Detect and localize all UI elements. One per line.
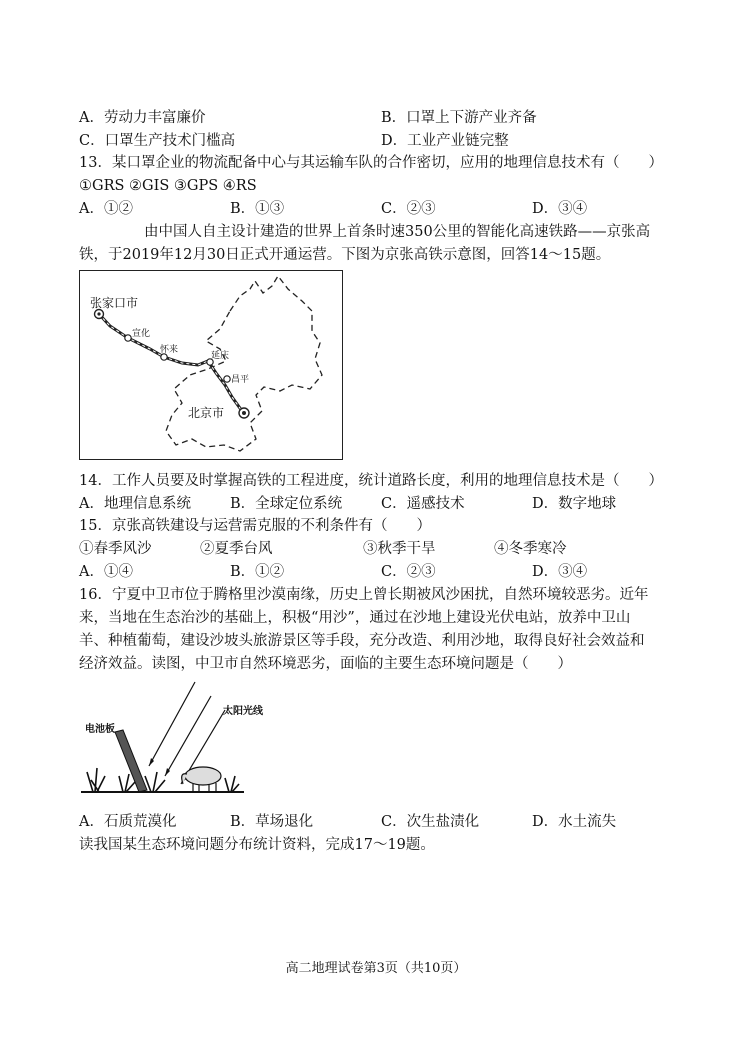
passage-14-15-line2: 铁，于2019年12月30日正式开通运营。下图为京张高铁示意图，回答14～15题。	[79, 247, 611, 263]
railway-line	[99, 314, 242, 411]
label-zhangjiakou: 张家口市	[90, 296, 139, 310]
question-15-item3: ③秋季干旱	[363, 541, 436, 557]
station-beijing-dot	[242, 411, 246, 415]
option-16d: D．水土流失	[532, 814, 617, 830]
option-16a: A．石质荒漠化	[79, 814, 177, 830]
option-13d: D．③④	[532, 201, 588, 217]
option-16c: C．次生盐渍化	[381, 814, 480, 830]
page-footer: 高二地理试卷第3页（共10页）	[285, 961, 467, 976]
question-16-line1: 16．宁夏中卫市位于腾格里沙漠南缘，历史上曾长期被风沙困扰，自然环境较恶劣。近年	[79, 587, 649, 603]
question-15-item1: ①春季风沙	[79, 541, 152, 557]
option-15c: C．②③	[381, 564, 436, 580]
option-15b: B．①②	[230, 564, 285, 580]
option-14c: C．遥感技术	[381, 496, 465, 512]
label-xuanhua: 宣化	[132, 329, 151, 339]
option-12c: C．口罩生产技术门槛高	[79, 133, 236, 149]
question-16-line4: 经济效益。读图，中卫市自然环境恶劣，面临的主要生态环境问题是（ ）	[79, 656, 572, 672]
solar-panel-figure	[79, 680, 263, 805]
station-zhangjiakou-dot	[97, 312, 100, 315]
option-14a: A．地理信息系统	[79, 496, 191, 512]
label-yanqing: 延庆	[211, 351, 230, 361]
question-15-item2: ②夏季台风	[200, 541, 273, 557]
label-huailai: 怀来	[160, 345, 179, 355]
label-solar-panel: 电池板	[85, 724, 115, 735]
option-14b: B．全球定位系统	[230, 496, 343, 512]
label-beijing: 北京市	[188, 406, 225, 420]
option-12b: B．口罩上下游产业齐备	[381, 110, 537, 126]
station-changping-marker	[224, 376, 230, 382]
option-13b: B．①③	[230, 201, 285, 217]
option-13c: C．②③	[381, 201, 436, 217]
option-15d: D．③④	[532, 564, 588, 580]
option-13a: A．①②	[79, 201, 133, 217]
station-xuanhua-marker	[125, 335, 131, 341]
passage-14-15-line1: 由中国人自主设计建造的世界上首条时速350公里的智能化高速铁路——京张高	[144, 224, 651, 240]
label-changping: 昌平	[231, 375, 250, 385]
option-12a: A．劳动力丰富廉价	[79, 110, 206, 126]
intro-17-19: 读我国某生态环境问题分布统计资料，完成17～19题。	[79, 837, 435, 853]
option-14d: D．数字地球	[532, 496, 617, 512]
option-12d: D．工业产业链完整	[381, 133, 509, 149]
railway-map	[79, 270, 343, 460]
question-13-items: ①GRS ②GIS ③GPS ④RS	[79, 178, 257, 194]
question-16-line3: 羊、种植葡萄，建设沙坡头旅游景区等手段，充分改造、利用沙地，取得良好社会效益和	[79, 633, 645, 649]
option-16b: B．草场退化	[230, 814, 314, 830]
question-16-line2: 来，当地在生态治沙的基础上，积极“用沙”，通过在沙地上建设光伏电站，放养中卫山	[79, 610, 631, 626]
label-sunlight: 太阳光线	[223, 706, 263, 717]
question-15-stem: 15．京张高铁建设与运营需克服的不利条件有（ ）	[79, 518, 431, 534]
railway-line-pattern	[99, 314, 242, 411]
question-13-stem: 13．某口罩企业的物流配备中心与其运输车队的合作密切，应用的地理信息技术有（ ）	[79, 155, 663, 171]
question-14-stem: 14．工作人员要及时掌握高铁的工程进度，统计道路长度，利用的地理信息技术是（ ）	[79, 473, 663, 489]
solar-panel-svg	[79, 680, 259, 805]
question-15-item4: ④冬季寒冷	[494, 541, 567, 557]
option-15a: A．①④	[79, 564, 133, 580]
